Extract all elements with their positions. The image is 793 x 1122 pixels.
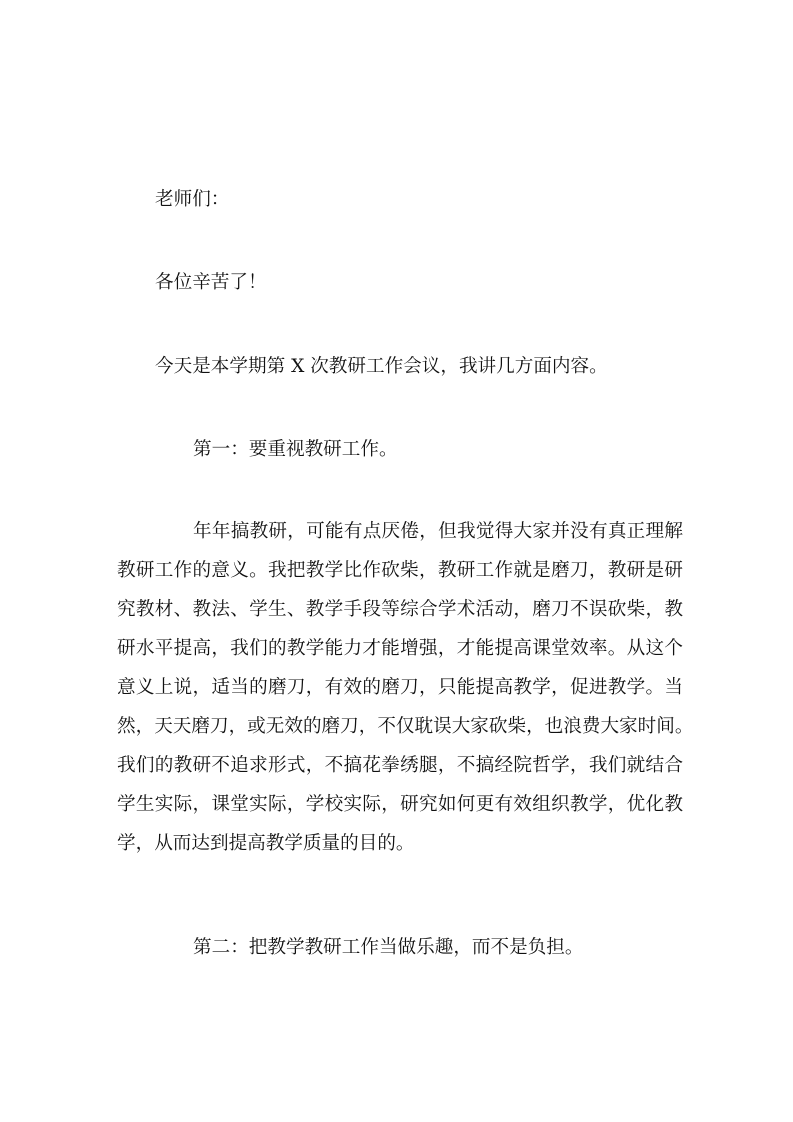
paragraph-line: 我们的教研不追求形式，不搞花拳绣腿，不搞经院哲学，我们就结合	[117, 755, 683, 776]
section-1-heading: 第一：要重视教研工作。	[193, 439, 398, 460]
paragraph-line: 学生实际，课堂实际，学校实际，研究如何更有效组织教学，优化教	[117, 794, 683, 815]
intro-line: 今天是本学期第 X 次教研工作会议，我讲几方面内容。	[155, 356, 608, 377]
section-2-heading: 第二：把教学教研工作当做乐趣，而不是负担。	[193, 937, 584, 958]
paragraph-line: 年年搞教研，可能有点厌倦，但我觉得大家并没有真正理解	[193, 521, 683, 542]
paragraph-line: 究教材、教法、学生、教学手段等综合学术活动，磨刀不误砍柴，教	[117, 599, 683, 620]
paragraph-line: 学，从而达到提高教学质量的目的。	[117, 833, 415, 854]
paragraph-line: 教研工作的意义。我把教学比作砍柴，教研工作就是磨刀，教研是研	[117, 560, 683, 581]
paragraph-line: 然，天天磨刀，或无效的磨刀，不仅耽误大家砍柴，也浪费大家时间。	[117, 716, 694, 737]
paragraph-line: 意义上说，适当的磨刀，有效的磨刀，只能提高教学，促进教学。当	[117, 677, 683, 698]
paragraph-line: 研水平提高，我们的教学能力才能增强，才能提高课堂效率。从这个	[117, 638, 683, 659]
greeting: 各位辛苦了！	[155, 272, 267, 293]
salutation: 老师们：	[155, 189, 230, 210]
